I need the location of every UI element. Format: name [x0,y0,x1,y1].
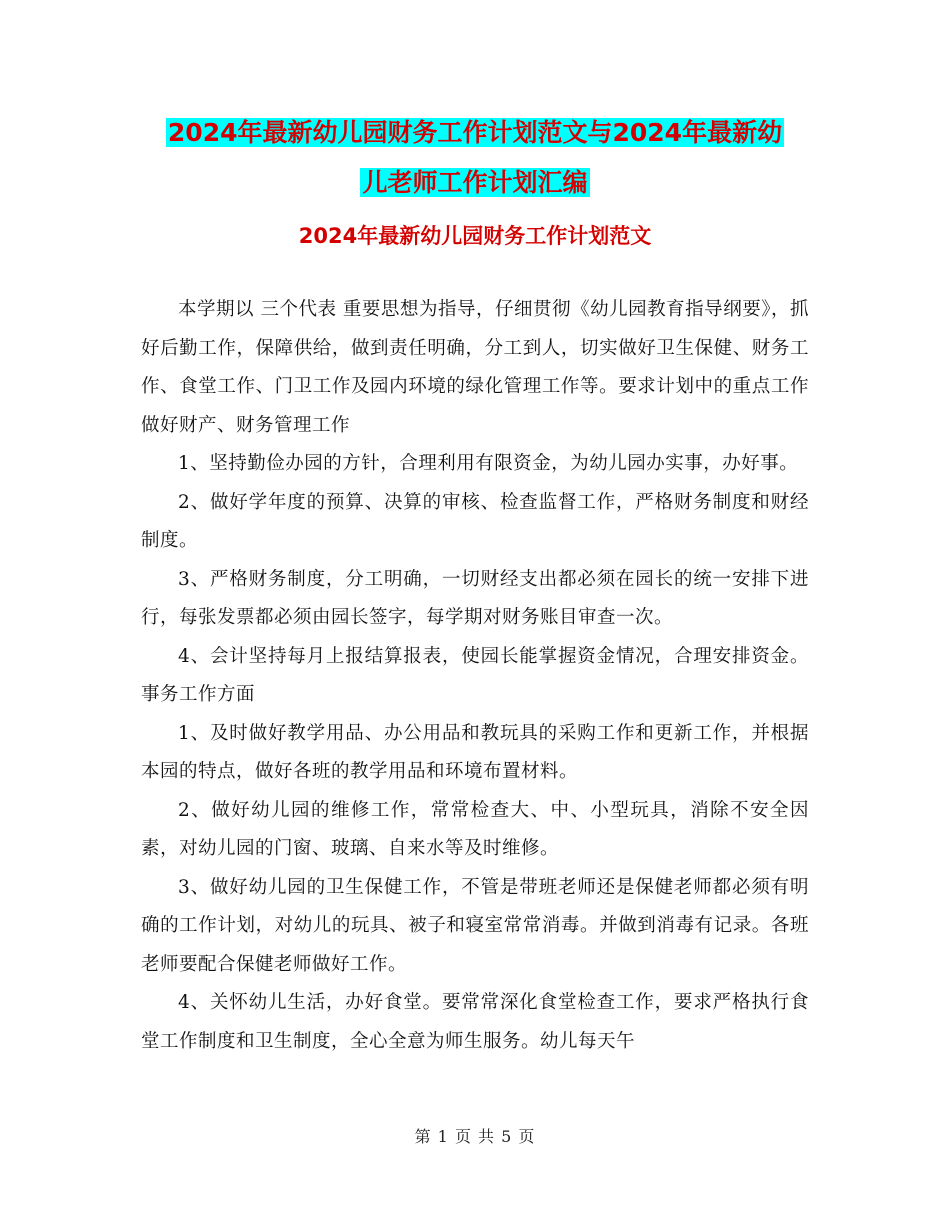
paragraph: 3、严格财务制度，分工明确，一切财经支出都必须在园长的统一安排下进行，每张发票都必须由园长签字，每学期对财务账目审查一次。 [141,568,809,628]
title-line-1: 2024年最新幼儿园财务工作计划范文与2024年最新幼 [167,118,783,147]
paragraph: 4、会计坚持每月上报结算报表，使园长能掌握资金情况，合理安排资金。事务工作方面 [141,645,809,705]
paragraph: 2、做好幼儿园的维修工作，常常检查大、中、小型玩具，消除不安全因素，对幼儿园的门窗、玻璃、自来水等及时维修。 [141,799,809,859]
paragraph: 3、做好幼儿园的卫生保健工作，不管是带班老师还是保健老师都必须有明确的工作计划，对幼儿的玩具、被子和寝室常常消毒。并做到消毒有记录。各班老师要配合保健老师做好工作。 [141,876,809,975]
title-line-2: 儿老师工作计划汇编 [362,168,588,197]
document-body [141,291,809,1061]
paragraph: 1、坚持勤俭办园的方针，合理利用有限资金，为幼儿园办实事，办好事。 [178,453,799,474]
paragraph: 2、做好学年度的预算、决算的审核、检查监督工作，严格财务制度和财经制度。 [141,491,809,551]
paragraph-intro: 本学期以 三个代表 重要思想为指导，仔细贯彻《幼儿园教育指导纲要》，抓好后勤工作，保障供给，做到责任明确，分工到人，切实做好卫生保健、财务工作、食堂工作、门卫工作及园内环境的绿化管理工作等。要求计划中的重点工作做好财产、财务管理工作 [141,299,809,436]
document-title [0,108,950,208]
page-number-footer: 第 1 页 共 5 页 [414,1127,536,1146]
section-title: 2024年最新幼儿园财务工作计划范文 [298,224,652,248]
paragraph: 4、关怀幼儿生活，办好食堂。要常常深化食堂检查工作，要求严格执行食堂工作制度和卫生制度，全心全意为师生服务。幼儿每天午 [141,992,809,1052]
paragraph: 1、及时做好教学用品、办公用品和教玩具的采购工作和更新工作，并根据本园的特点，做好各班的教学用品和环境布置材料。 [141,722,809,782]
